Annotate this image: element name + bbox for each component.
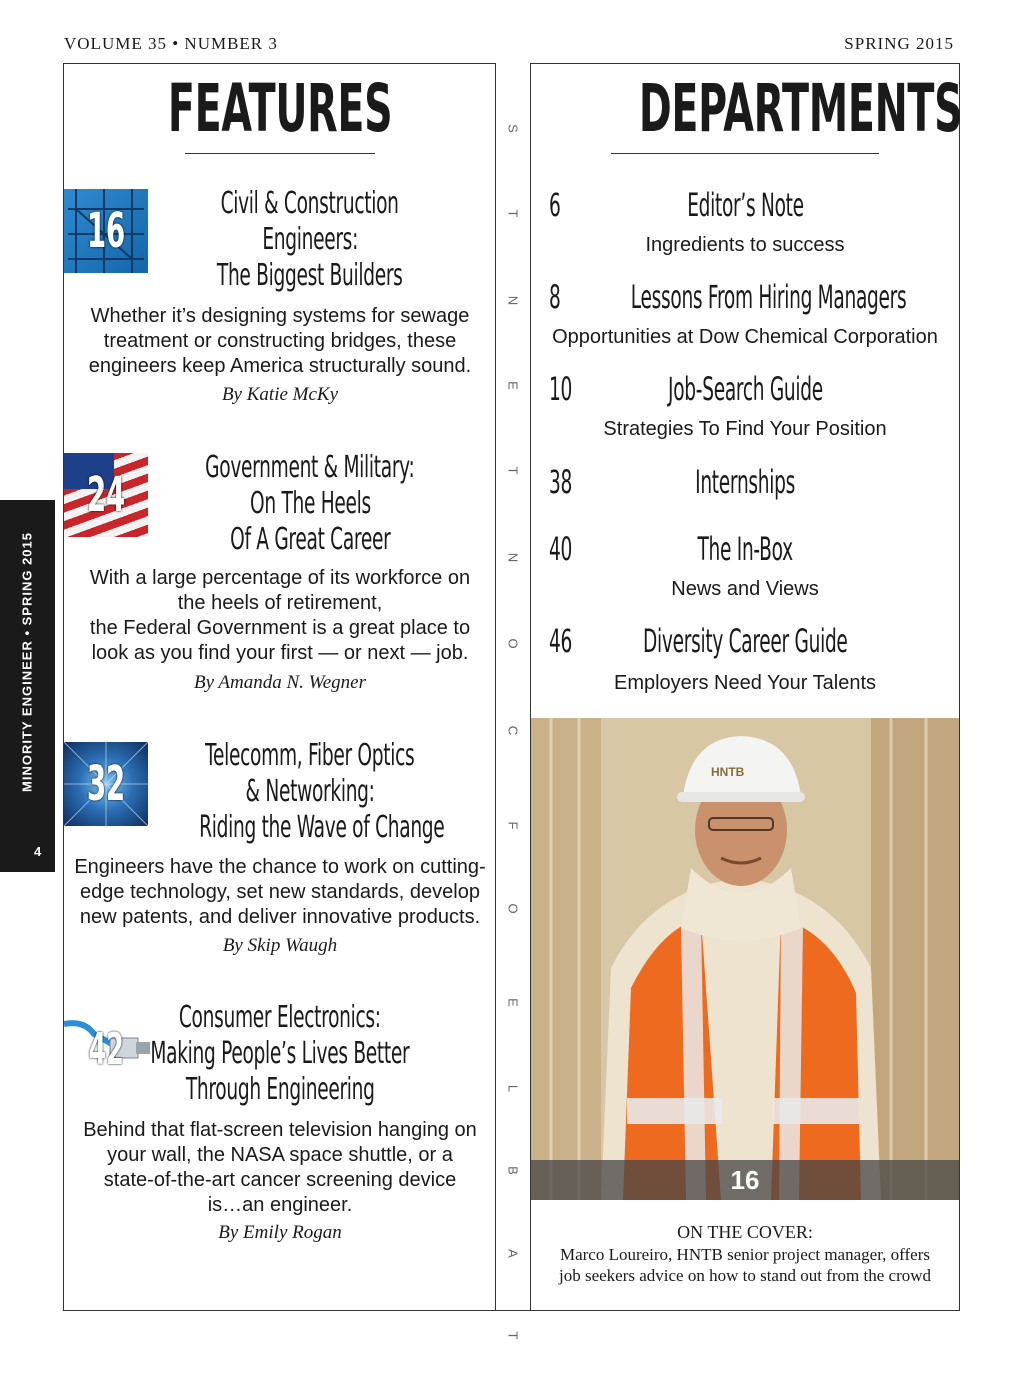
department-page-number: 10 xyxy=(549,370,573,408)
spine-letter: S xyxy=(505,124,521,133)
features-title: FEATURES xyxy=(167,70,393,147)
feature-headline: Civil & Construction Engineers: The Biggest Builders xyxy=(217,186,403,293)
spine-letter: B xyxy=(505,1166,521,1175)
feature-item[interactable] xyxy=(64,1000,496,1250)
department-subtitle: Strategies To Find Your Position xyxy=(603,418,887,440)
bottom-rule xyxy=(63,1310,960,1311)
construction-thumbnail-icon: 16 xyxy=(64,189,148,273)
feature-headline: Government & Military: On The Heels Of A Great Career xyxy=(205,450,415,557)
spine-letter: N xyxy=(505,552,521,563)
spine-letter: L xyxy=(505,1084,521,1093)
feature-item[interactable] xyxy=(64,738,496,968)
usb-plug-thumbnail-icon: 42 xyxy=(64,1014,152,1084)
flag-thumbnail-icon: 24 xyxy=(64,453,148,537)
department-title: Job-Search Guide xyxy=(667,370,823,408)
cover-caption: Marco Loureiro, HNTB senior project manager, offers job seekers advice on how to stand out from the crowd xyxy=(558,1245,932,1285)
feature-byline: By Emily Rogan xyxy=(218,1222,342,1243)
feature-item[interactable] xyxy=(64,186,496,416)
cover-photo[interactable] xyxy=(531,718,959,1200)
side-tab-text: MINORITY ENGINEER • SPRING 2015 xyxy=(19,532,35,792)
department-title: Internships xyxy=(695,463,795,501)
issue-volume: VOLUME 35 • NUMBER 3 xyxy=(64,34,278,53)
feature-byline: By Skip Waugh xyxy=(222,935,338,956)
departments-title-rule xyxy=(611,153,879,154)
department-page-number: 6 xyxy=(549,186,561,224)
spine-letter: F xyxy=(505,821,521,830)
department-page-number: 40 xyxy=(549,530,573,568)
cover-label: ON THE COVER: xyxy=(677,1222,813,1242)
department-subtitle: Employers Need Your Talents xyxy=(613,672,876,694)
spine-letter: T xyxy=(505,466,521,475)
feature-byline: By Amanda N. Wegner xyxy=(193,672,367,693)
spine-letter: O xyxy=(505,638,521,649)
spine-letter: E xyxy=(505,381,521,390)
department-item[interactable] xyxy=(531,530,959,610)
department-item[interactable] xyxy=(531,278,959,358)
cover-page-badge: 16 xyxy=(531,1160,959,1200)
spine-letter: A xyxy=(505,1249,521,1258)
department-title: The In-Box xyxy=(697,530,793,568)
spine-letter: C xyxy=(505,725,521,736)
department-title: Diversity Career Guide xyxy=(642,622,848,660)
department-subtitle: News and Views xyxy=(671,578,819,600)
spine-letter: T xyxy=(505,209,521,218)
engineer-portrait-icon xyxy=(531,718,959,1200)
features-title-rule xyxy=(185,153,375,154)
department-page-number: 46 xyxy=(549,622,573,660)
network-thumbnail-icon: 32 xyxy=(64,742,148,826)
department-title: Editor’s Note xyxy=(686,186,804,224)
spine-letter: T xyxy=(505,1331,521,1340)
department-item[interactable] xyxy=(531,370,959,450)
feature-headline: Telecomm, Fiber Optics & Networking: Riding the Wave of Change xyxy=(199,738,445,845)
spine-letter: O xyxy=(505,903,521,914)
department-page-number: 8 xyxy=(549,278,561,316)
department-item[interactable] xyxy=(531,622,959,702)
feature-description: Whether it’s designing systems for sewage treatment or constructing bridges, these engineers keep America structurally sound. xyxy=(88,305,472,377)
feature-description: Engineers have the chance to work on cutting- edge technology, set new standards, develop new patents, and deliver innovative products. xyxy=(74,856,486,928)
issue-season: SPRING 2015 xyxy=(844,34,954,53)
feature-headline: Consumer Electronics: Making People’s Lives Better Through Engineering xyxy=(150,1000,410,1107)
department-title: Lessons From Hiring Managers xyxy=(630,278,907,316)
department-item[interactable] xyxy=(531,186,959,266)
spine-letter: N xyxy=(505,295,521,306)
department-subtitle: Ingredients to success xyxy=(645,234,845,256)
feature-byline: By Katie McKy xyxy=(221,384,339,405)
feature-description: With a large percentage of its workforce on the heels of retirement, the Federal Government is a great place to look as you find your first — or next — job. xyxy=(89,567,471,664)
table-of-contents-spine xyxy=(496,63,530,1340)
page-number: 4 xyxy=(34,844,42,859)
department-item[interactable] xyxy=(531,463,959,513)
departments-title: DEPARTMENTS xyxy=(638,70,963,147)
spine-letter: E xyxy=(505,998,521,1007)
feature-item[interactable] xyxy=(64,450,496,700)
svg-text:HNTB: HNTB xyxy=(711,765,745,779)
feature-description: Behind that flat-screen television hanging on your wall, the NASA space shuttle, or a state-of-the-art cancer screening device is…an engineer. xyxy=(83,1119,477,1216)
department-subtitle: Opportunities at Dow Chemical Corporation xyxy=(552,326,938,348)
department-page-number: 38 xyxy=(549,463,573,501)
